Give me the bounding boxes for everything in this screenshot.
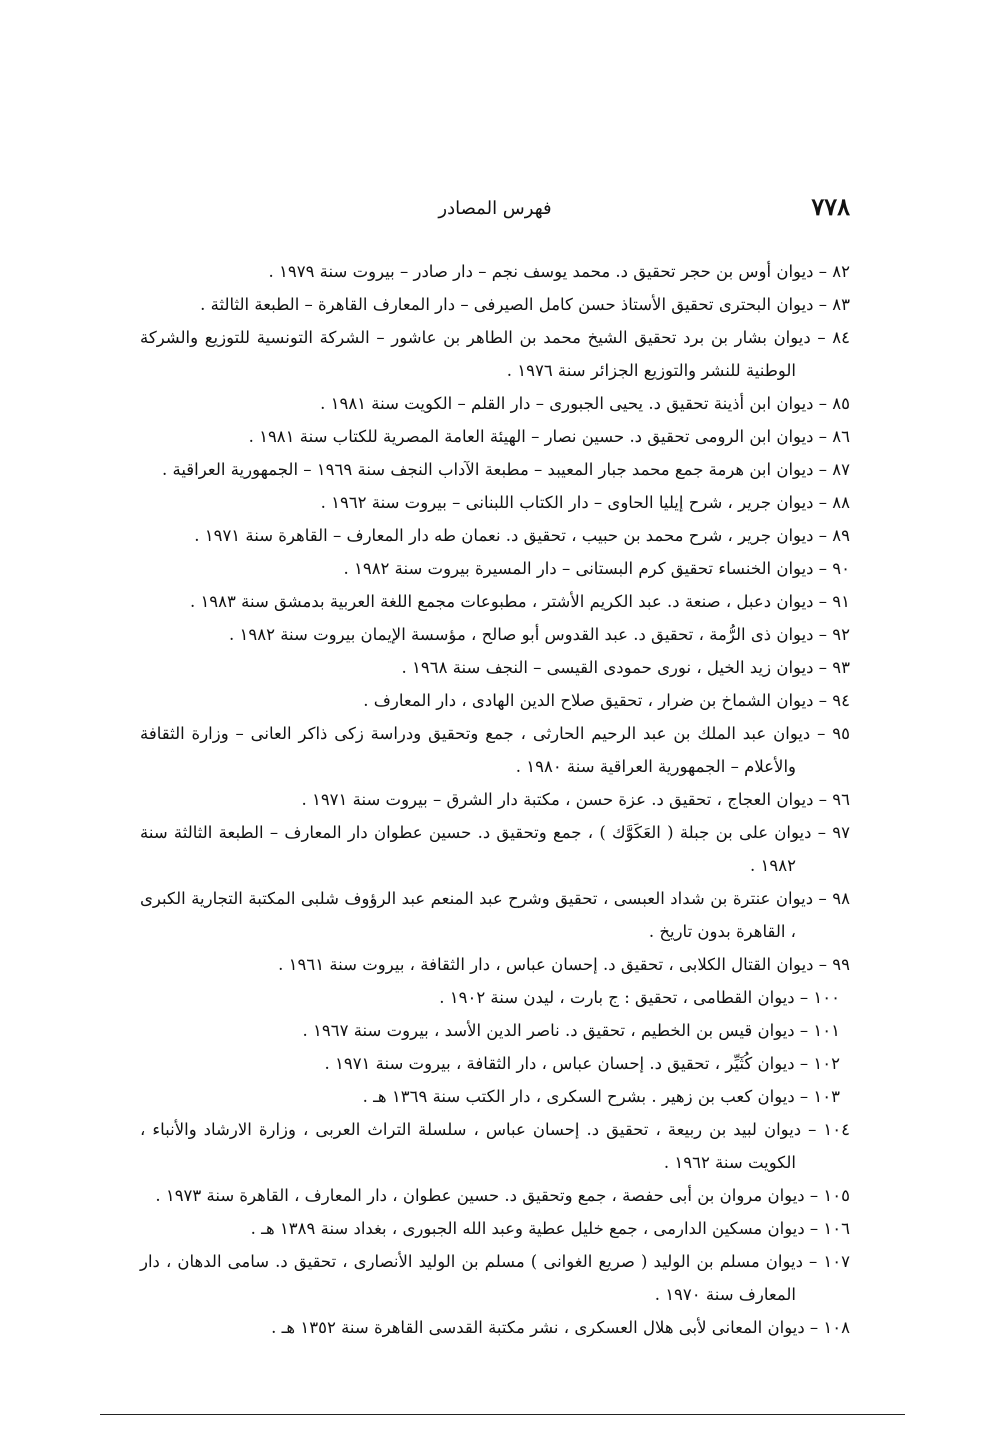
page-header xyxy=(140,192,850,232)
bibliography-entry: ٩٣ – ديوان زيد الخيل ، نورى حمودى القيسى – النجف سنة ١٩٦٨ . xyxy=(401,658,850,677)
page-number: ٧٧٨ xyxy=(811,192,850,221)
bibliography-entry: ١٠٦ – ديوان مسكين الدارمى ، جمع خليل عطية وعبد الله الجبورى ، بغداد سنة ١٣٨٩ هـ . xyxy=(250,1219,850,1238)
bibliography-entry: ١٠٧ – ديوان مسلم بن الوليد ( صريع الغوانى ) مسلم بن الوليد الأنصارى ، تحقيق د. سامى الدهان ، دار المعارف سنة ١٩٧٠ . xyxy=(140,1252,850,1304)
footer-rule xyxy=(100,1414,905,1415)
bibliography-entry: ٨٢ – ديوان أوس بن حجر تحقيق د. محمد يوسف نجم – دار صادر – بيروت سنة ١٩٧٩ . xyxy=(268,262,850,281)
bibliography-entry: ٩٦ – ديوان العجاج ، تحقيق د. عزة حسن ، مكتبة دار الشرق – بيروت سنة ١٩٧١ . xyxy=(301,790,850,809)
bibliography-entry: ٩١ – ديوان دعبل ، صنعة د. عبد الكريم الأشتر ، مطبوعات مجمع اللغة العربية بدمشق سنة ١٩٨٣ . xyxy=(189,592,850,611)
bibliography-entry: ٨٤ – ديوان بشار بن برد تحقيق الشيخ محمد بن الطاهر بن عاشور – الشركة التونسية للتوزيع والشركة الوطنية للنشر والتوزيع الجزائر سنة ١٩٧٦ . xyxy=(140,328,850,380)
bibliography-entry: ١٠٠ – ديوان القطامى ، تحقيق : ج بارت ، ليدن سنة ١٩٠٢ . xyxy=(439,988,840,1007)
bibliography-entry: ١٠٣ – ديوان كعب بن زهير . بشرح السكرى ، دار الكتب سنة ١٣٦٩ هـ . xyxy=(362,1087,840,1106)
bibliography-entry: ٨٥ – ديوان ابن أذينة تحقيق د. يحيى الجبورى – دار القلم – الكويت سنة ١٩٨١ . xyxy=(320,394,850,413)
bibliography-entry: ٩٢ – ديوان ذى الرُّمة ، تحقيق د. عبد القدوس أبو صالح ، مؤسسة الإيمان بيروت سنة ١٩٨٢ . xyxy=(229,625,850,644)
bibliography-entry: ٩٠ – ديوان الخنساء تحقيق كرم البستانى – دار المسيرة بيروت سنة ١٩٨٢ . xyxy=(343,559,850,578)
bibliography-entry: ١٠١ – ديوان قيس بن الخطيم ، تحقيق د. ناصر الدين الأسد ، بيروت سنة ١٩٦٧ . xyxy=(302,1021,840,1040)
bibliography-entry: ٩٥ – ديوان عبد الملك بن عبد الرحيم الحارثى ، جمع وتحقيق ودراسة زكى ذاكر العانى – وزارة الثقافة والأعلام – الجمهورية العراقية سنة ١٩٨٠ . xyxy=(140,724,850,776)
bibliography-entry: ١٠٥ – ديوان مروان بن أبى حفصة ، جمع وتحقيق د. حسين عطوان ، دار المعارف ، القاهرة سنة ١٩٧٣ . xyxy=(155,1186,850,1205)
running-title: فهرس المصادر xyxy=(438,198,552,219)
bibliography-entry: ١٠٢ – ديوان كُثَيِّر ، تحقيق د. إحسان عباس ، دار الثقافة ، بيروت سنة ١٩٧١ . xyxy=(324,1054,840,1073)
bibliography-entry: ٨٧ – ديوان ابن هرمة جمع محمد جبار المعيبد – مطبعة الآداب النجف سنة ١٩٦٩ – الجمهورية العراقية . xyxy=(161,460,850,479)
bibliography-entry: ٨٣ – ديوان البحترى تحقيق الأستاذ حسن كامل الصيرفى – دار المعارف القاهرة – الطبعة الثالثة . xyxy=(200,295,850,314)
bibliography-entry: ٩٤ – ديوان الشماخ بن ضرار ، تحقيق صلاح الدين الهادى ، دار المعارف . xyxy=(363,691,850,710)
bibliography-entry: ٩٨ – ديوان عنترة بن شداد العبسى ، تحقيق وشرح عبد المنعم عبد الرؤوف شلبى المكتبة التجارية الكبرى ، القاهرة بدون تاريخ . xyxy=(140,889,850,941)
bibliography-entry: ٨٦ – ديوان ابن الرومى تحقيق د. حسين نصار – الهيئة العامة المصرية للكتاب سنة ١٩٨١ . xyxy=(248,427,850,446)
bibliography-entry: ١٠٨ – ديوان المعانى لأبى هلال العسكرى ، نشر مكتبة القدسى القاهرة سنة ١٣٥٢ هـ . xyxy=(271,1318,850,1337)
bibliography-entry: ١٠٤ – ديوان لبيد بن ربيعة ، تحقيق د. إحسان عباس ، سلسلة التراث العربى ، وزارة الارشاد والأنباء ، الكويت سنة ١٩٦٢ . xyxy=(140,1120,850,1172)
bibliography-entry: ٨٩ – ديوان جرير ، شرح محمد بن حبيب ، تحقيق د. نعمان طه دار المعارف – القاهرة سنة ١٩٧١ . xyxy=(194,526,850,545)
bibliography-list xyxy=(140,255,850,1344)
bibliography-entry: ٩٩ – ديوان القتال الكلابى ، تحقيق د. إحسان عباس ، دار الثقافة ، بيروت سنة ١٩٦١ . xyxy=(278,955,850,974)
bibliography-entry: ٩٧ – ديوان على بن جبلة ( العَكَوَّك ) ، جمع وتحقيق د. حسين عطوان دار المعارف – الطبعة الثالثة سنة ١٩٨٢ . xyxy=(140,823,850,875)
bibliography-entry: ٨٨ – ديوان جرير ، شرح إيليا الحاوى – دار الكتاب اللبنانى – بيروت سنة ١٩٦٢ . xyxy=(320,493,850,512)
